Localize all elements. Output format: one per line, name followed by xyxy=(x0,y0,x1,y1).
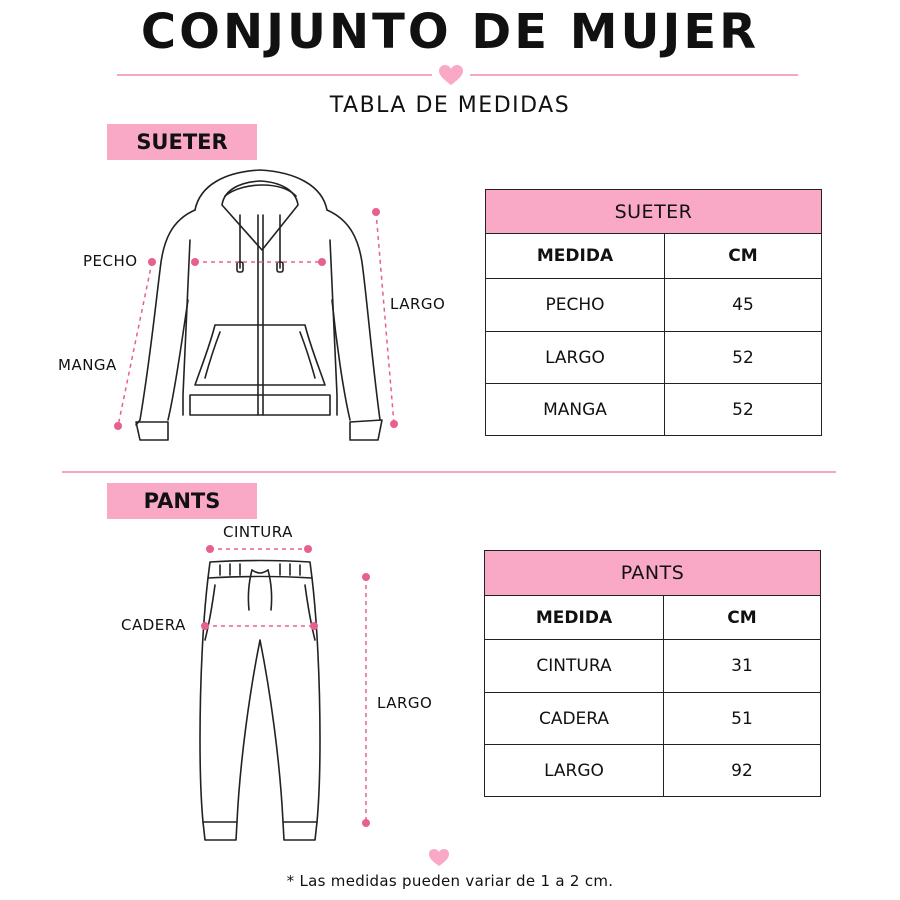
pants-measure-dots xyxy=(201,545,370,827)
table-cell-measure: MANGA xyxy=(486,384,665,436)
hoodie-measure-dots xyxy=(114,208,398,430)
pants-table-header: PANTS xyxy=(485,551,821,596)
heart-icon xyxy=(439,65,463,85)
label-sweater-length: LARGO xyxy=(390,295,446,313)
table-cell-measure: PECHO xyxy=(486,279,665,332)
table-row xyxy=(485,693,821,745)
section-tag-sweater: SUETER xyxy=(107,124,257,160)
table-cell-measure: CINTURA xyxy=(485,640,664,693)
table-row xyxy=(486,384,822,436)
table-row xyxy=(485,745,821,797)
pants-size-table xyxy=(484,550,821,797)
footnote: * Las medidas pueden variar de 1 a 2 cm. xyxy=(286,872,614,890)
table-cell-measure: LARGO xyxy=(485,745,664,797)
table-cell-cm: 52 xyxy=(665,332,822,384)
table-cell-cm: 51 xyxy=(664,693,821,745)
table-row xyxy=(485,640,821,693)
page-title: CONJUNTO DE MUJER xyxy=(140,4,760,60)
page-subtitle: TABLA DE MEDIDAS xyxy=(329,93,571,118)
table-row xyxy=(486,279,822,332)
label-sweater-chest: PECHO xyxy=(83,252,138,270)
table-cell-cm: 92 xyxy=(664,745,821,797)
sweater-size-table xyxy=(485,189,822,436)
table-cell-cm: 31 xyxy=(664,640,821,693)
pants-col-measure: MEDIDA xyxy=(485,596,664,640)
sweater-col-measure: MEDIDA xyxy=(486,234,665,279)
table-cell-measure: LARGO xyxy=(486,332,665,384)
hoodie-drawing xyxy=(136,170,382,440)
label-pants-length: LARGO xyxy=(377,694,433,712)
table-cell-cm: 52 xyxy=(665,384,822,436)
pants-drawing xyxy=(200,561,320,841)
sweater-col-cm: CM xyxy=(665,234,822,279)
label-pants-hip: CADERA xyxy=(121,616,186,634)
label-sweater-sleeve: MANGA xyxy=(58,356,117,374)
label-pants-waist: CINTURA xyxy=(223,523,293,541)
pants-measure-lines xyxy=(205,549,366,823)
pants-col-cm: CM xyxy=(664,596,821,640)
table-cell-cm: 45 xyxy=(665,279,822,332)
table-row xyxy=(486,332,822,384)
section-tag-pants: PANTS xyxy=(107,483,257,519)
table-cell-measure: CADERA xyxy=(485,693,664,745)
heart-icon xyxy=(429,849,449,866)
sweater-table-header: SUETER xyxy=(486,190,822,234)
